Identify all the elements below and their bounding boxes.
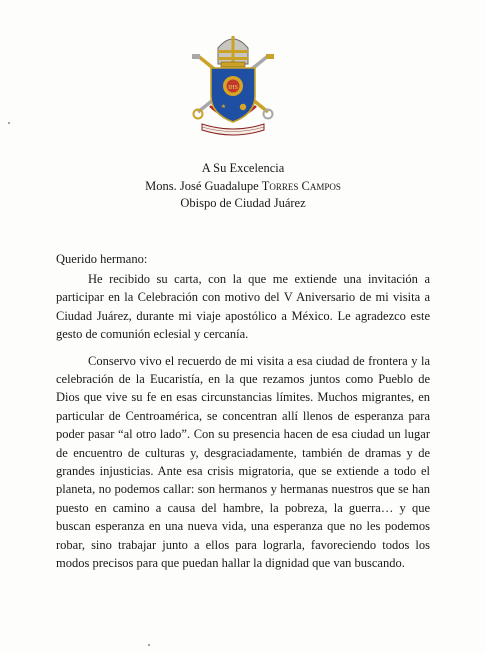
addressee-line2 <box>0 178 486 196</box>
scan-speck <box>8 122 10 124</box>
scan-speck <box>148 644 150 646</box>
addressee-line3: Obispo de Ciudad Juárez <box>180 196 306 210</box>
paragraph-2: Conservo vivo el recuerdo de mi visita a esa ciudad de frontera y la celebración de la Eucaristía, en la que rezamos juntos como Pueblo de Dios que vive su fe en esas circunstancias límites. Muchos migrantes, en particular de Centroamérica, se concentran allí llenos de esperanza para poder pasar “al otro lado”. Con su presencia hacen de esa ciudad un lugar de encuentro de culturas y, desgraciadamente, también de dramas y de grandes injusticias. Ante esa crisis migratoria, que se extiende a todo el planeta, no podemos callar: son hermanos y hermanas nuestros que se han puesto en camino a causa del hambre, la pobreza, la guerra… y que buscan esperanza en una nueva vida, una esperanza que no les podemos robar, sino trabajar junto a ellos para lograrla, favoreciendo todos los modos precisos para que puedan hallar la dignidad que van buscando. <box>56 353 430 571</box>
papal-coat-of-arms <box>188 28 278 140</box>
paragraph-1: He recibido su carta, con la que me extiende una invitación a participar en la Celebración con motivo del V Aniversario de mi visita a Ciudad Juárez, durante mi viaje apostólico a México. Le agradezco este gesto de comunión eclesial y cercanía. <box>56 272 430 342</box>
addressee-block <box>0 160 486 213</box>
addressee-name: Mons. José Guadalupe <box>145 178 262 193</box>
addressee-surname: Torres Campos <box>261 178 341 193</box>
addressee-line1: A Su Excelencia <box>201 161 285 175</box>
salutation: Querido hermano: <box>56 252 148 266</box>
svg-text:IHS: IHS <box>228 85 238 91</box>
letter-body <box>56 270 430 573</box>
